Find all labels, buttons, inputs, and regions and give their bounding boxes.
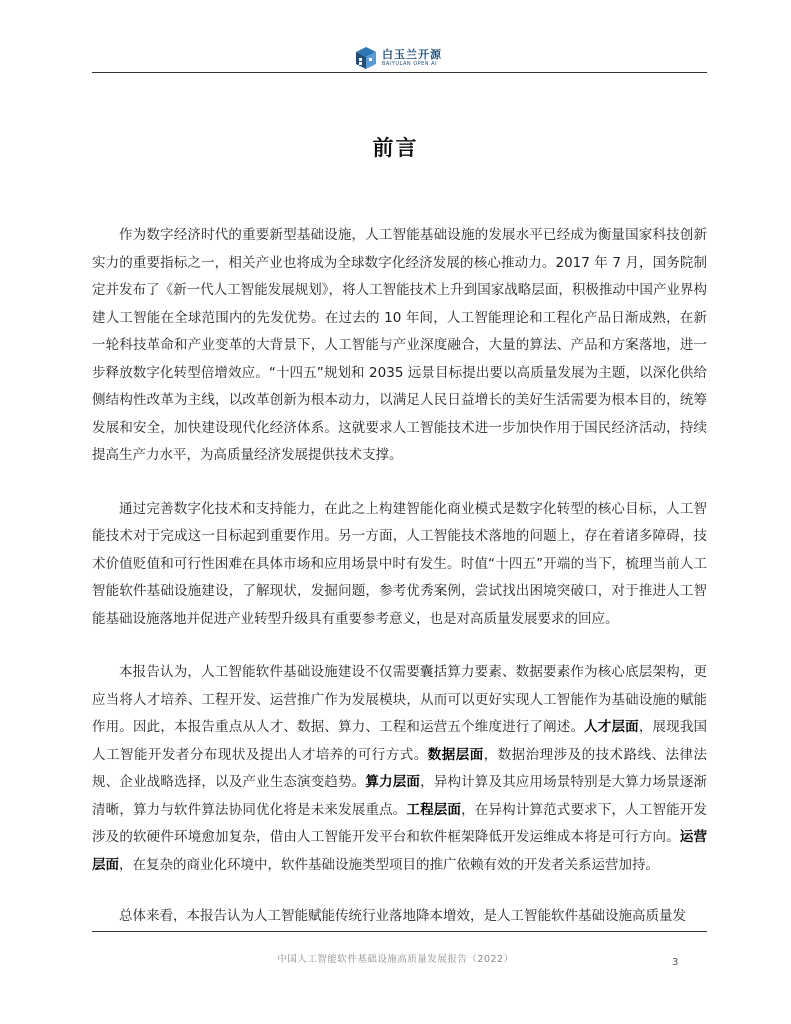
paragraph-1: 作为数字经济时代的重要新型基础设施，人工智能基础设施的发展水平已经成为衡量国家科技创新实力的重要指标之一，相关产业也将成为全球数字化经济发展的核心推动力。2017 年 7 月，国务院制定并发布了《新一代人工智能发展规划》，将人工智能技术上升到国家战略层面，积极推动中国产业界构建人工智能在全球范围内的先发优势。在过去的 10 年间，人工智能理论和工程化产品日渐成熟，在新一轮科技革命和产业变革的大背景下，人工智能与产业深度融合，大量的算法、产品和方案落地，进一步释放数字化转型倍增效应。“十四五”规划和 2035 远景目标提出要以高质量发展为主题，以深化供给侧结构性改革为主线，以改革创新为根本动力，以满足人民日益增长的美好生活需要为根本目的，统筹发展和安全，加快建设现代化经济体系。这就要求人工智能技术进一步加快作用于国民经济活动，持续提高生产力水平，为高质量经济发展提供技术支撑。 [92, 227, 707, 463]
footer-report-title: 中国人工智能软件基础设施高质量发展报告（2022） [277, 954, 514, 965]
paragraph-3-intro: 本报告认为，人工智能软件基础设施建设不仅需要囊括算力要素、数据要素作为核心底层架构，更应当将人才培养、工程开发、运营推广作为发展模块，从而可以更好实现人工智能作为基础设施的赋能作用。因此，本报告重点从人才、数据、算力、工程和运营五个维度进行了阐述。 [92, 664, 707, 735]
paragraph-4: 总体来看，本报告认为人工智能赋能传统行业落地降本增效，是人工智能软件基础设施高质量发 [119, 908, 686, 924]
logo-name: 白玉兰开源 [382, 48, 442, 61]
operations-label: 运营层面 [92, 829, 707, 873]
talent-label: 人才层面 [584, 719, 639, 735]
header-divider [92, 72, 707, 73]
compute-text: ，异构计算及其应用场景特别是大算力场景逐渐清晰，算力与软件算法协同优化将是未来发展重点。 [92, 774, 708, 818]
document-body [92, 222, 707, 931]
header-logo [355, 45, 475, 71]
footer-divider [92, 931, 707, 932]
engineering-text: ，在异构计算范式要求下，人工智能开发涉及的软硬件环境愈加复杂，借由人工智能开发平台和软件框架降低开发运维成本将是可行方向。 [92, 801, 708, 845]
data-label: 数据层面 [427, 746, 484, 763]
cube-logo-icon [355, 46, 377, 70]
operations-text: ，在复杂的商业化环境中，软件基础设施类型项目的推广依赖有效的开发者关系运营加持。 [119, 856, 659, 873]
logo-subtitle: BAIYULAN OPEN AI [382, 61, 438, 67]
compute-label: 算力层面 [365, 774, 421, 790]
page-number: 3 [672, 957, 679, 968]
talent-text: ，展现我国人工智能开发者分布现状及提出人才培养的可行方式。 [92, 719, 708, 763]
data-text: ，数据治理涉及的技术路线、法律法规、企业战略选择，以及产业生态演变趋势。 [92, 746, 708, 790]
paragraph-2: 通过完善数字化技术和支持能力，在此之上构建智能化商业模式是数字化转型的核心目标，人工智能技术对于完成这一目标起到重要作用。另一方面，人工智能技术落地的问题上，存在着诸多障碍，技术价值贬值和可行性困难在具体市场和应用场景中时有发生。时值“十四五”开端的当下，梳理当前人工智能软件基础设施建设，了解现状，发掘问题，参考优秀案例，尝试找出困境突破口，对于推进人工智能基础设施落地并促进产业转型升级具有重要参考意义，也是对高质量发展要求的回应。 [92, 500, 707, 627]
page-title: 前言 [372, 136, 419, 160]
paragraph-3 [92, 659, 707, 879]
engineering-label: 工程层面 [406, 801, 462, 818]
